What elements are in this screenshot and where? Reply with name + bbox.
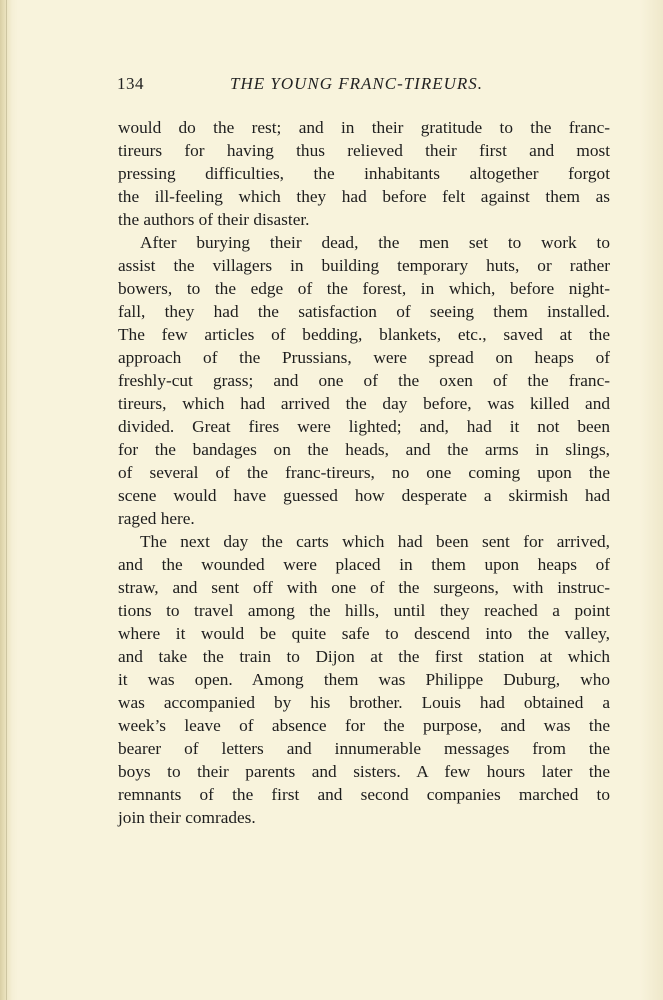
body-text	[118, 116, 610, 829]
text-line: assist the villagers in building temporary huts, or rather	[118, 256, 610, 275]
text-line: would do the rest; and in their gratitude to the franc-	[118, 118, 610, 137]
text-line: week’s leave of absence for the purpose, and was the	[118, 716, 610, 735]
text-line: and the wounded were placed in them upon heaps of	[118, 555, 610, 574]
text-line: After burying their dead, the men set to work to	[140, 233, 610, 252]
text-line: tireurs, which had arrived the day before, was killed and	[118, 394, 610, 413]
text-line: The few articles of bedding, blankets, etc., saved at the	[118, 325, 610, 344]
text-line: divided. Great fires were lighted; and, had it not been	[118, 417, 610, 436]
page-number: 134	[117, 74, 144, 93]
paragraph-2	[118, 231, 610, 530]
text-line: boys to their parents and sisters. A few hours later the	[118, 762, 610, 781]
text-line: raged here.	[118, 509, 195, 528]
paragraph-1	[118, 116, 610, 231]
text-line: straw, and sent off with one of the surgeons, with instruc-	[118, 578, 610, 597]
paragraph-3	[118, 530, 610, 829]
text-line: pressing difficulties, the inhabitants altogether forgot	[118, 164, 610, 183]
text-line: tireurs for having thus relieved their first and most	[118, 141, 610, 160]
text-line: the ill-feeling which they had before felt against them as	[118, 187, 610, 206]
text-line: fall, they had the satisfaction of seeing them installed.	[118, 302, 610, 321]
text-line: bearer of letters and innumerable messages from the	[118, 739, 610, 758]
text-line: The next day the carts which had been sent for arrived,	[140, 532, 610, 551]
text-line: remnants of the first and second companies marched to	[118, 785, 610, 804]
text-line: tions to travel among the hills, until they reached a point	[118, 601, 610, 620]
text-line: it was open. Among them was Philippe Duburg, who	[118, 670, 610, 689]
text-line: scene would have guessed how desperate a skirmish had	[118, 486, 610, 505]
text-line: freshly-cut grass; and one of the oxen of the franc-	[118, 371, 610, 390]
text-line: join their comrades.	[118, 808, 256, 827]
text-line: and take the train to Dijon at the first station at which	[118, 647, 610, 666]
text-line: for the bandages on the heads, and the arms in slings,	[118, 440, 610, 459]
text-line: of several of the franc-tireurs, no one coming upon the	[118, 463, 610, 482]
text-line: was accompanied by his brother. Louis had obtained a	[118, 693, 610, 712]
running-title: THE YOUNG FRANC-TIREURS.	[230, 74, 484, 93]
text-line: the authors of their disaster.	[118, 210, 310, 229]
text-line: bowers, to the edge of the forest, in which, before night-	[118, 279, 610, 298]
text-line: where it would be quite safe to descend into the valley,	[118, 624, 610, 643]
gutter-line	[6, 0, 7, 1000]
page-header	[117, 74, 612, 98]
text-line: approach of the Prussians, were spread on heaps of	[118, 348, 610, 367]
